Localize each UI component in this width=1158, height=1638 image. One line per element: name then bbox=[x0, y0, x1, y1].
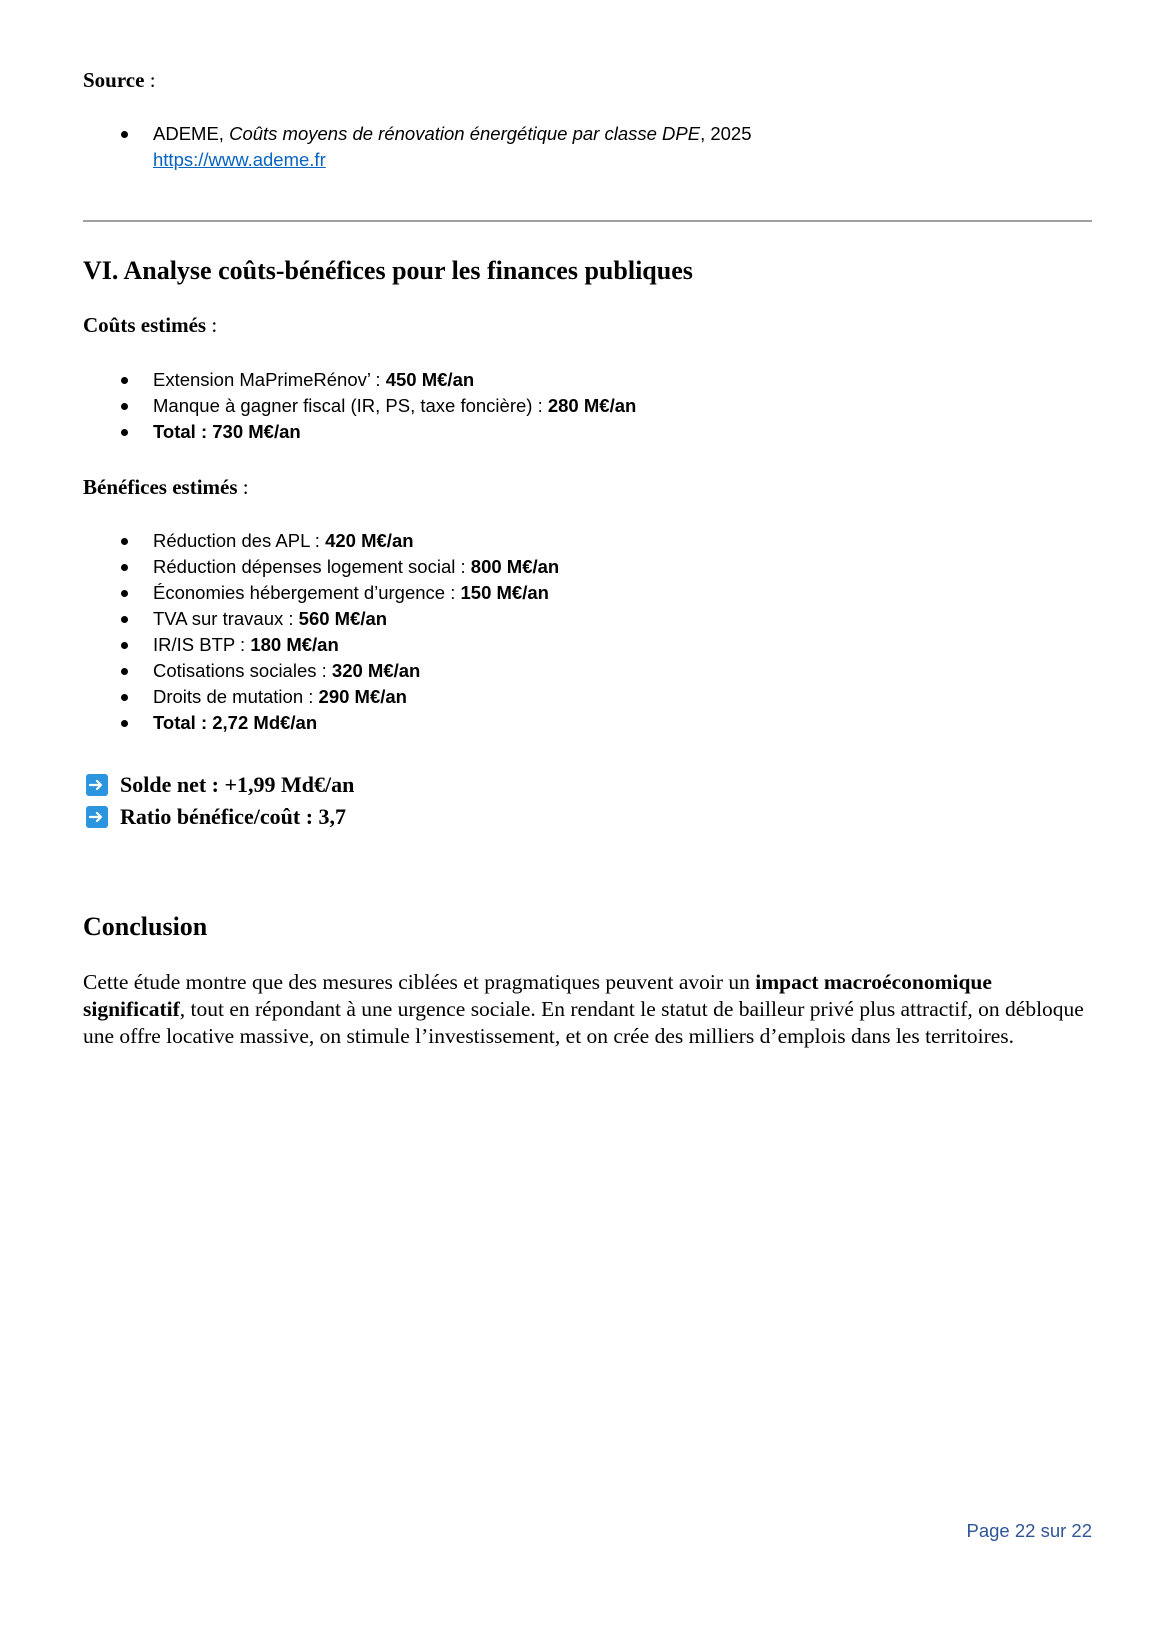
source-label: Source : bbox=[83, 68, 156, 92]
right-arrow-icon bbox=[86, 806, 108, 828]
list-item: Manque à gagner fiscal (IR, PS, taxe foncière) : 280 M€/an bbox=[83, 393, 636, 419]
page-number: Page 22 sur 22 bbox=[966, 1520, 1092, 1541]
section-heading: VI. Analyse coûts-bénéfices pour les finances publiques bbox=[83, 256, 693, 285]
conclusion-heading: Conclusion bbox=[83, 912, 208, 941]
list-item: Cotisations sociales : 320 M€/an bbox=[83, 658, 559, 684]
ademe-link[interactable]: https://www.ademe.fr bbox=[153, 149, 326, 170]
list-item: Droits de mutation : 290 M€/an bbox=[83, 684, 559, 710]
list-item-total: Total : 730 M€/an bbox=[83, 419, 636, 445]
list-item: Réduction des APL : 420 M€/an bbox=[83, 528, 559, 554]
conclusion-paragraph: Cette étude montre que des mesures ciblées et pragmatiques peuvent avoir un impact macroéconomique significatif, tout en répondant à une urgence sociale. En rendant le statut de bailleur privé plus attractif, on débloque une offre locative massive, on stimule l’investissement, et on crée des milliers d’emplois dans les territoires. bbox=[83, 970, 1084, 1048]
net-balance-text: Solde net : +1,99 Md€/an bbox=[120, 772, 355, 797]
list-item: Réduction dépenses logement social : 800 M€/an bbox=[83, 554, 559, 580]
ratio-line bbox=[86, 804, 346, 830]
list-item-total: Total : 2,72 Md€/an bbox=[83, 710, 559, 736]
source-list bbox=[83, 121, 752, 173]
costs-list bbox=[83, 367, 636, 445]
benefits-label: Bénéfices estimés : bbox=[83, 475, 249, 499]
list-item: TVA sur travaux : 560 M€/an bbox=[83, 606, 559, 632]
net-balance-line bbox=[86, 772, 354, 798]
list-item: IR/IS BTP : 180 M€/an bbox=[83, 632, 559, 658]
right-arrow-icon bbox=[86, 774, 108, 796]
benefits-list bbox=[83, 528, 559, 736]
source-item: ADEME, Coûts moyens de rénovation énergétique par classe DPE, 2025 https://www.ademe.fr bbox=[83, 121, 752, 173]
list-item: Extension MaPrimeRénov’ : 450 M€/an bbox=[83, 367, 636, 393]
list-item: Économies hébergement d’urgence : 150 M€/an bbox=[83, 580, 559, 606]
costs-label: Coûts estimés : bbox=[83, 313, 218, 337]
ratio-text: Ratio bénéfice/coût : 3,7 bbox=[120, 804, 347, 829]
section-divider bbox=[83, 220, 1092, 222]
